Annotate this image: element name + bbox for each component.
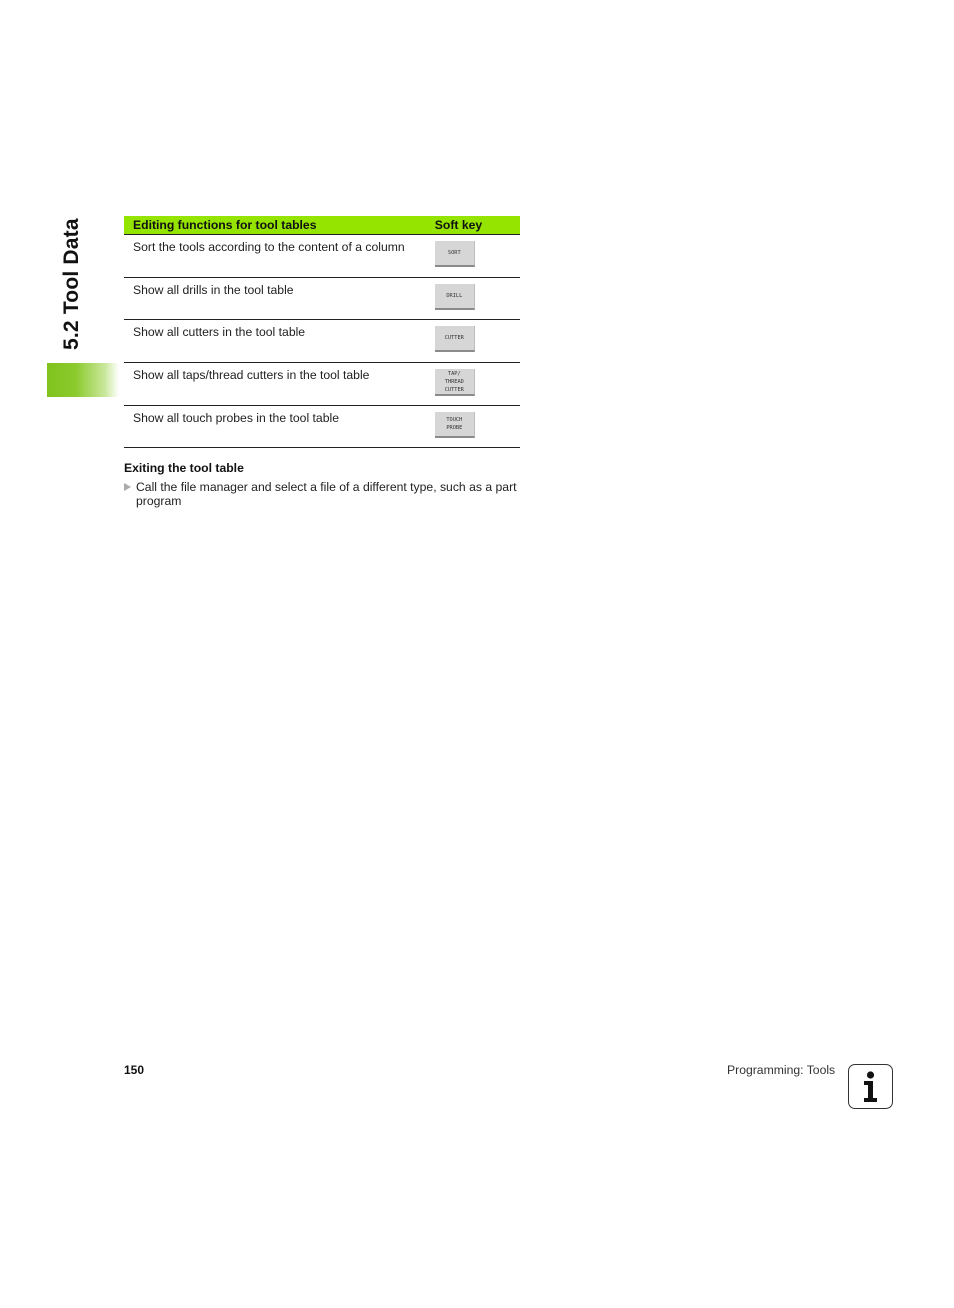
softkey-touch-probe[interactable] bbox=[435, 412, 475, 438]
softkey-label-line: TOUCH bbox=[446, 417, 463, 423]
softkey-sort[interactable] bbox=[435, 241, 475, 267]
table-header-row bbox=[124, 216, 520, 235]
table-row bbox=[124, 278, 520, 320]
softkey-label-line: CUTTER bbox=[444, 386, 464, 393]
bullet-arrow-icon bbox=[124, 483, 131, 491]
table-row bbox=[124, 406, 520, 448]
info-icon bbox=[848, 1064, 893, 1109]
table-row bbox=[124, 320, 520, 363]
softkey-label: CUTTER bbox=[444, 335, 464, 341]
softkey-label-line: THREAD bbox=[444, 378, 464, 385]
softkey-label-line: PROBE bbox=[446, 425, 463, 431]
table-row bbox=[124, 235, 520, 278]
softkey-drill[interactable] bbox=[435, 284, 475, 310]
row-description: Show all taps/thread cutters in the tool table bbox=[124, 363, 426, 406]
row-description: Show all touch probes in the tool table bbox=[124, 406, 426, 448]
bullet-item bbox=[124, 480, 520, 508]
table-row bbox=[124, 363, 520, 406]
softkey-label-line: TAP/ bbox=[447, 370, 461, 377]
row-description: Show all drills in the tool table bbox=[124, 278, 426, 320]
editing-functions-table bbox=[124, 216, 520, 448]
row-description: Show all cutters in the tool table bbox=[124, 320, 426, 363]
chapter-side-title: 5.2 Tool Data bbox=[60, 218, 83, 350]
row-description: Sort the tools according to the content of a column bbox=[124, 235, 426, 278]
softkey-label: SORT bbox=[447, 250, 461, 256]
page-number: 150 bbox=[124, 1063, 145, 1077]
chapter-marker-bar bbox=[47, 363, 119, 397]
softkey-tap-thread-cutter[interactable] bbox=[435, 369, 475, 396]
bullet-text: Call the file manager and select a file of a different type, such as a part program bbox=[136, 480, 517, 508]
footer-chapter-title: Programming: Tools bbox=[727, 1063, 836, 1077]
column-header-softkey: Soft key bbox=[426, 216, 520, 235]
softkey-label: DRILL bbox=[446, 293, 463, 299]
section-heading: Exiting the tool table bbox=[124, 461, 244, 475]
softkey-cutter[interactable] bbox=[435, 326, 475, 352]
column-header-function: Editing functions for tool tables bbox=[124, 216, 426, 235]
